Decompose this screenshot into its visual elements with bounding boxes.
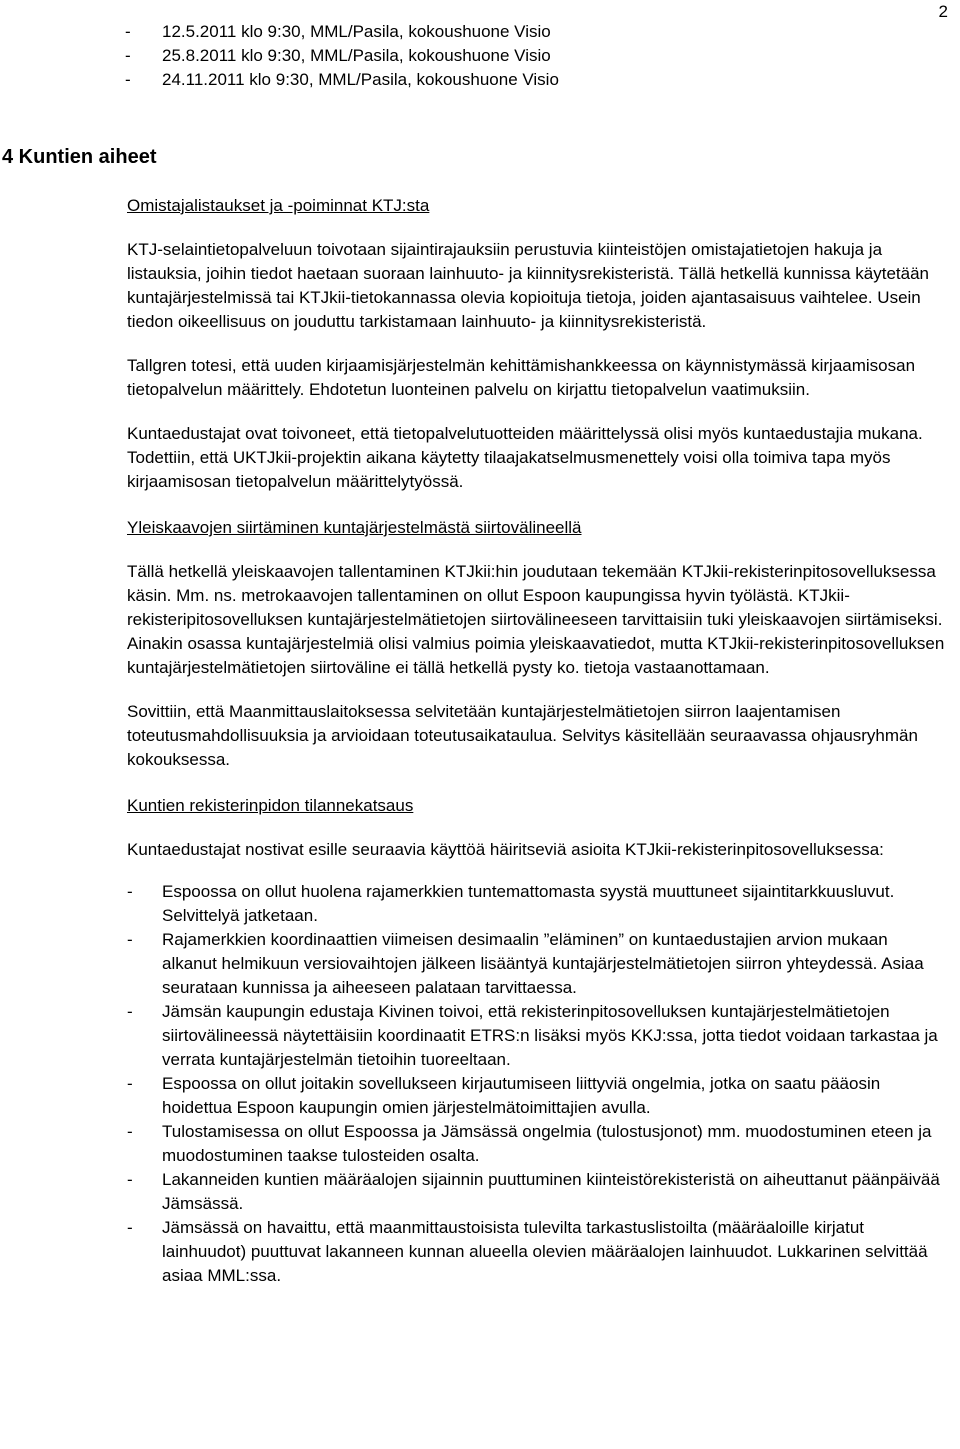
paragraph: KTJ-selaintietopalveluun toivotaan sijaintirajauksiin perustuvia kiinteistöjen omistajatietojen hakuja ja listauksia, joihin tiedot haetaan suoraan lainhuuto- ja kiinnitysrekisteristä. Tällä hetkellä kunnissa käytetään kuntajärjestelmissä tai KTJkii-tietokannassa olevia kopioituja tietoja, joiden ajantasaisuus vaihtelee. Usein tiedon oikeellisuus on jouduttu tarkistamaan lainhuuto- ja kiinnitysrekisteristä.	[127, 240, 929, 331]
list-item	[127, 928, 947, 1000]
meeting-date-text: 24.11.2011 klo 9:30, MML/Pasila, kokoushuone Visio	[162, 70, 559, 89]
meeting-dates-list	[125, 20, 925, 92]
meeting-date-item	[125, 68, 925, 92]
list-item-text: Rajamerkkien koordinaattien viimeisen desimaalin ”eläminen” on kuntaedustajien arvion mukaan alkanut helmikuun versiovaihtojen jälkeen lisääntyä kuntajärjestelmätietojen siirron yhteydessä. Asiaa seurataan kunnissa ja aiheeseen palataan tarvittaessa.	[162, 930, 924, 997]
list-dash: -	[125, 46, 131, 65]
list-item-text: Tulostamisessa on ollut Espoossa ja Jämsässä ongelmia (tulostusjonot) mm. muodostuminen eteen ja muodostuminen taakse tulosteiden osalta.	[162, 1122, 932, 1165]
paragraph: Kuntaedustajat nostivat esille seuraavia käyttöä häiritseviä asioita KTJkii-rekisterinpitosovelluksessa:	[127, 840, 884, 859]
list-dash: -	[127, 930, 133, 949]
list-item	[127, 1072, 947, 1120]
list-item	[127, 1120, 947, 1168]
page-number: 2	[938, 2, 948, 21]
issues-list	[127, 880, 947, 1288]
meeting-date-text: 25.8.2011 klo 9:30, MML/Pasila, kokoushuone Visio	[162, 46, 551, 65]
paragraph: Kuntaedustajat ovat toivoneet, että tietopalvelutuotteiden määrittelyssä olisi myös kuntaedustajia mukana. Todettiin, että UKTJkii-projektin aikana käytetty tilaajakatselmusmenettely voisi olla toimiva tapa myös kirjaamisosan tietopalvelun määrittelytyössä.	[127, 424, 923, 491]
list-item-text: Jämsän kaupungin edustaja Kivinen toivoi, että rekisterinpitosovelluksen kuntajärjestelmätietojen siirtovälineessä näytettäisiin koordinaatit ETRS:n lisäksi myös KKJ:ssa, jotta tiedot voidaan tarkastaa ja verrata kuntajärjestelmän tietoihin tuoreeltaan.	[162, 1002, 938, 1069]
paragraph: Tallgren totesi, että uuden kirjaamisjärjestelmän kehittämishankkeessa on käynnistymässä kirjaamisosan tietopalvelun määrittely. Ehdotetun luonteinen palvelu on kirjattu tietopalvelun vaatimuksiin.	[127, 356, 916, 399]
list-item	[127, 1168, 947, 1216]
section-heading: 4 Kuntien aiheet	[2, 146, 157, 168]
list-item-text: Espoossa on ollut huolena rajamerkkien tuntemattomasta syystä muuttuneet sijaintitarkkuusluvut. Selvittelyä jatketaan.	[162, 882, 895, 925]
paragraph: Tällä hetkellä yleiskaavojen tallentaminen KTJkii:hin joudutaan tekemään KTJkii-rekisterinpitosovelluksessa käsin. Mm. ns. metrokaavojen tallentaminen on ollut Espoon kaupungissa hyvin työlästä. KTJkii-rekisteripitosovelluksen kuntajärjestelmätietojen siirtovälineeseen tarvittaisiin tuki yleiskaavojen siirtämiseksi. Ainakin osassa kuntajärjestelmiä olisi valmius poimia yleiskaavatiedot, mutta KTJkii-rekisterinpitosovelluksen kuntajärjestelmätietojen siirtoväline ei tällä hetkellä pysty ko. tietoja vastaanottamaan.	[127, 562, 945, 677]
list-dash: -	[127, 1122, 133, 1141]
list-item-text: Espoossa on ollut joitakin sovellukseen kirjautumiseen liittyviä ongelmia, jotka on saatu pääosin hoidettua Espoon kaupungin omien järjestelmätoimittajien avulla.	[162, 1074, 881, 1117]
list-dash: -	[125, 22, 131, 41]
list-dash: -	[125, 70, 131, 89]
list-item	[127, 1000, 947, 1072]
meeting-date-text: 12.5.2011 klo 9:30, MML/Pasila, kokoushuone Visio	[162, 22, 551, 41]
list-dash: -	[127, 1002, 133, 1021]
list-item	[127, 880, 947, 928]
paragraph: Sovittiin, että Maanmittauslaitoksessa selvitetään kuntajärjestelmätietojen siirron laajentamisen toteutusmahdollisuuksia ja arvioidaan toteutusaikataulua. Selvitys käsitellään seuraavassa ohjausryhmän kokouksessa.	[127, 702, 918, 769]
subsection-title: Yleiskaavojen siirtäminen kuntajärjestelmästä siirtovälineellä	[127, 518, 582, 537]
list-item-text: Jämsässä on havaittu, että maanmittaustoisista tulevilta tarkastuslistoilta (määräaloille kirjatut lainhuudot) puuttuvat lakanneen kunnan alueella olevien määräalojen lainhuudot. Lukkarinen selvittää asiaa MML:ssa.	[162, 1218, 928, 1285]
list-dash: -	[127, 1218, 133, 1237]
meeting-date-item	[125, 20, 925, 44]
list-item	[127, 1216, 947, 1288]
list-dash: -	[127, 1170, 133, 1189]
document-body	[0, 142, 960, 1288]
subsection-title: Omistajalistaukset ja -poiminnat KTJ:sta	[127, 196, 430, 215]
meeting-date-item	[125, 44, 925, 68]
list-dash: -	[127, 1074, 133, 1093]
subsection-title: Kuntien rekisterinpidon tilannekatsaus	[127, 796, 414, 815]
list-item-text: Lakanneiden kuntien määräalojen sijainnin puuttuminen kiinteistörekisteristä on aiheuttanut päänpäivää Jämsässä.	[162, 1170, 940, 1213]
list-dash: -	[127, 882, 133, 901]
